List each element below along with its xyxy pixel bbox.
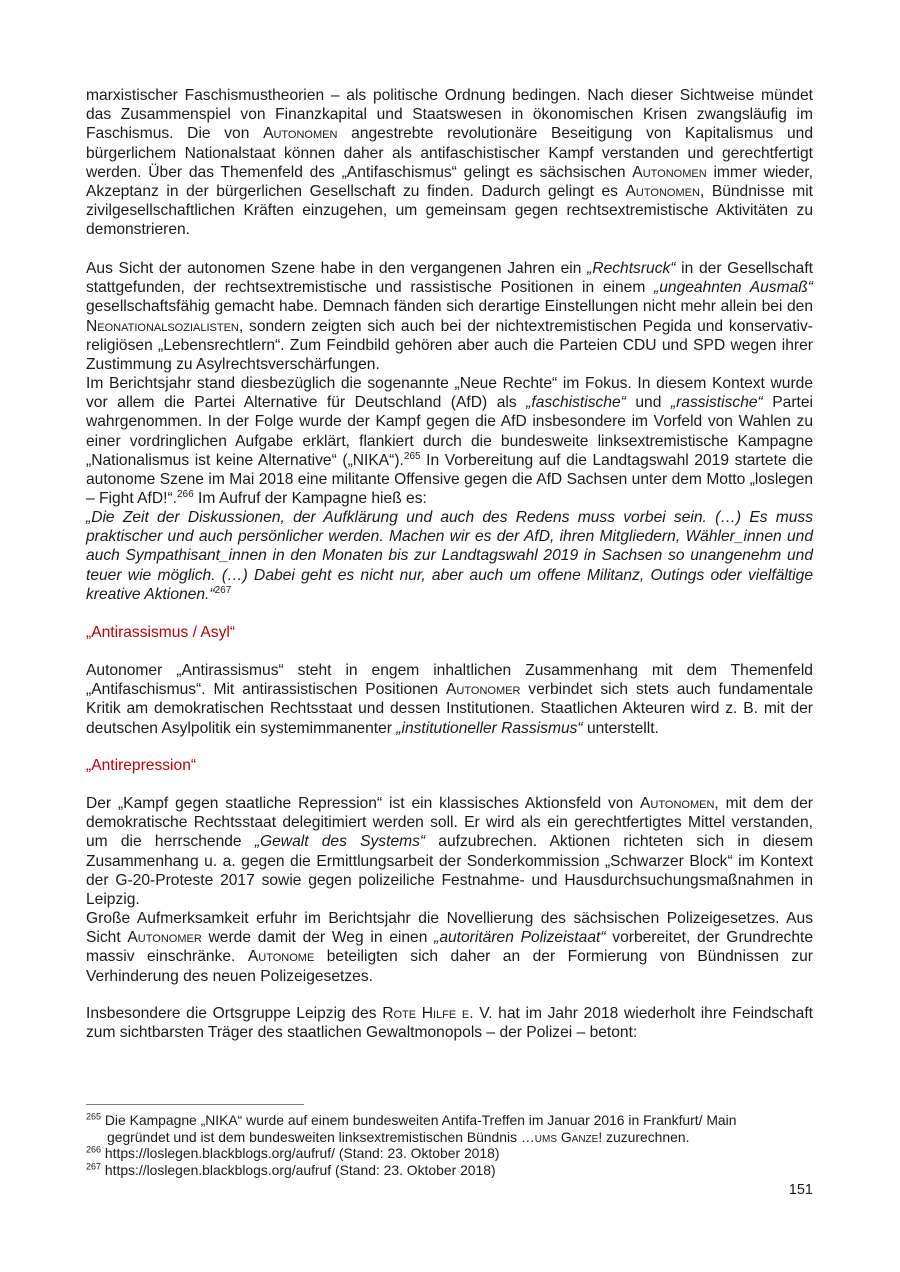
term-autonome: Autonome bbox=[247, 948, 315, 966]
term-autonome: Autonomer bbox=[446, 681, 521, 699]
term-autonome: Autonomen bbox=[632, 163, 707, 181]
paragraph-rote-hilfe: Insbesondere die Ortsgruppe Leipzig des Rote Hilfe e. V. hat im Jahr 2018 wiederholt ihre Feindschaft zum sichtbarsten Träger des staatlichen Gewaltmonopols – der Polizei – betont: bbox=[86, 1005, 813, 1042]
term-autonome: Autonomen bbox=[263, 125, 338, 143]
footnote-267: $^{267}$ https://loslegen.blackblogs.org/aufruf (Stand: 23. Oktober 2018) bbox=[86, 1161, 496, 1178]
term-autonome: Autonomen bbox=[625, 183, 700, 201]
footnote-266: $^{266}$ https://loslegen.blackblogs.org/aufruf/ (Stand: 23. Oktober 2018) bbox=[86, 1144, 500, 1162]
section-heading-antirepression: „Antirepression“ bbox=[86, 757, 197, 774]
footnote-ref-267[interactable]: 267 bbox=[214, 584, 232, 596]
term-autonome: Autonomer bbox=[127, 929, 202, 947]
paragraph-polizeigesetz: Große Aufmerksamkeit erfuhr im Berichtsjahr die Novellierung des sächsischen Polizeigesetzes. Aus Sicht Autonomer werde damit der Weg in einen „autoritären Polizeistaat“ vorbereitet, der Grundrechte massiv einschränke. Autonome beteiligten sich daher an der Formierung von Bündnissen zur Verhinderung des neuen Polizeigesetzes. bbox=[86, 910, 814, 985]
term-rote-hilfe: Rote Hilfe e. bbox=[382, 1005, 474, 1022]
block-quote: „Die Zeit der Diskussionen, der Aufklärung und auch des Redens muss vorbei sein. (…) Es muss praktischer und auch persönlicher werden. Machen wir es der AfD, ihren Mitgliedern, Wähler_innen und auch Sympathisant_innen in den Monaten bis zur Landtagswahl 2019 in Sachsen so unangenehm und teuer wie möglich. (…) Dabei geht es nicht nur, aber auch um offene Militanz, Outings oder vielfältige kreative Aktionen.“$^{267}$ bbox=[86, 509, 813, 603]
footnote-265-continued: gegründet und ist dem bundesweiten linksextremistischen Bündnis …ums Ganze! zuzurechnen. bbox=[107, 1128, 690, 1145]
term-neonationalsozialisten: Neonationalsozialisten bbox=[86, 317, 239, 335]
footnote-ref-266[interactable]: 266 bbox=[177, 489, 194, 501]
paragraph-antirassismus: Autonomer „Antirassismus“ steht in engem inhaltlichen Zusammenhang mit dem Themenfeld „Antifaschismus“. Mit antirassistischen Positionen Autonomer verbindet sich stets auch fundamentale Kritik am demokratischen Rechtsstaat und dessen Institutionen. Staatlichen Akteuren wird z. B. mit der deutschen Asylpolitik ein systemimmanenter „institutioneller Rassismus“ unterstellt. bbox=[86, 662, 813, 737]
term-ums-ganze: …ums Ganze bbox=[520, 1128, 599, 1145]
section-heading-antirassismus: „Antirassismus / Asyl“ bbox=[86, 624, 236, 641]
page-number: 151 bbox=[788, 1182, 813, 1198]
paragraph-antirepression: Der „Kampf gegen staatliche Repression“ ist ein klassisches Aktionsfeld von Autonomen, mit dem der demokratische Rechtsstaat delegitimiert werden soll. Er wird als ein gerechtfertigtes Mittel verstanden, um die herrschende „Gewalt des Systems“ aufzubrechen. Aktionen richteten sich in diesem Zusammenhang u. a. gegen die Ermittlungsarbeit der Sonderkommission „Schwarzer Block“ im Kontext der G-20-Proteste 2017 sowie gegen polizeiliche Festnahme- und Hausdurchsuchungsmaßnahmen in Leipzig. bbox=[86, 795, 813, 909]
footnotes bbox=[86, 1112, 813, 1178]
footnote-265: $^{265}$ Die Kampagne „NIKA“ wurde auf einem bundesweiten Antifa-Treffen im Januar 2016 in Frankfurt/ Main bbox=[86, 1111, 737, 1128]
paragraph-rechtsruck: Aus Sicht der autonomen Szene habe in den vergangenen Jahren ein „Rechtsruck“ in der Gesellschaft stattgefunden, der rechtsextremistische und rassistische Positionen in einem „ungeahnten Ausmaß“ gesellschaftsfähig gemacht habe. Demnach fänden sich derartige Einstellungen nicht mehr allein bei den Neonationalsozialisten, sondern zeigten sich auch bei der nichtextremistischen Pegida und konservativ-religiösen „Lebensrechtlern“. Zum Feindbild gehören aber auch die Parteien CDU und SPD wegen ihrer Zustimmung zu Asylrechtsverschärfungen. bbox=[86, 260, 813, 374]
paragraph-neue-rechte: Im Berichtsjahr stand diesbezüglich die sogenannte „Neue Rechte“ im Fokus. In diesem Kontext wurde vor allem die Partei Alternative für Deutschland (AfD) als „faschistische“ und „rassistische“ Partei wahrgenommen. In der Folge wurde der Kampf gegen die AfD insbesondere im Vorfeld von Wahlen zu einer vordringlichen Aufgabe erklärt, flankiert durch die bundesweite linksextremistische Kampagne „Nationalismus ist keine Alternative“ („NIKA“).$^{265}$ In Vorbereitung auf die Landtagswahl 2019 startete die autonome Szene im Mai 2018 eine militante Offensive gegen die AfD Sachsen unter dem Motto „loslegen – Fight AfD!“.$^{266}$ Im Aufruf der Kampagne hieß es: bbox=[86, 375, 813, 508]
footnote-267-link[interactable]: https://loslegen.blackblogs.org/aufruf (Stand: 23. Oktober 2018) bbox=[101, 1161, 496, 1178]
paragraph-antifaschismus-end: marxistischer Faschismustheorien – als politische Ordnung bedingen. Nach dieser Sichtweise mündet das Zusammenspiel von Finanzkapital und Staatswesen in ökonomischen Krisen zwangsläufig im Faschismus. Die von Autonomen angestrebte revolutionäre Beseitigung von Kapitalismus und bürgerlichem Nationalstaat können daher als antifaschistischer Kampf verstanden und gerechtfertigt werden. Über das Themenfeld des „Antifaschismus“ gelingt es sächsischen Autonomen immer wieder, Akzeptanz in der bürgerlichen Gesellschaft zu finden. Dadurch gelingt es Autonomen, Bündnisse mit zivilgesellschaftlichen Kräften einzugehen, um gemeinsam gegen rechtsextremistische Aktivitäten zu demonstrieren. bbox=[86, 87, 813, 239]
footnote-266-link[interactable]: https://loslegen.blackblogs.org/aufruf/ (Stand: 23. Oktober 2018) bbox=[101, 1145, 500, 1162]
footnote-ref-265[interactable]: 265 bbox=[403, 450, 421, 462]
footnote-separator bbox=[86, 1104, 304, 1105]
term-autonome: Autonomen bbox=[640, 795, 715, 812]
